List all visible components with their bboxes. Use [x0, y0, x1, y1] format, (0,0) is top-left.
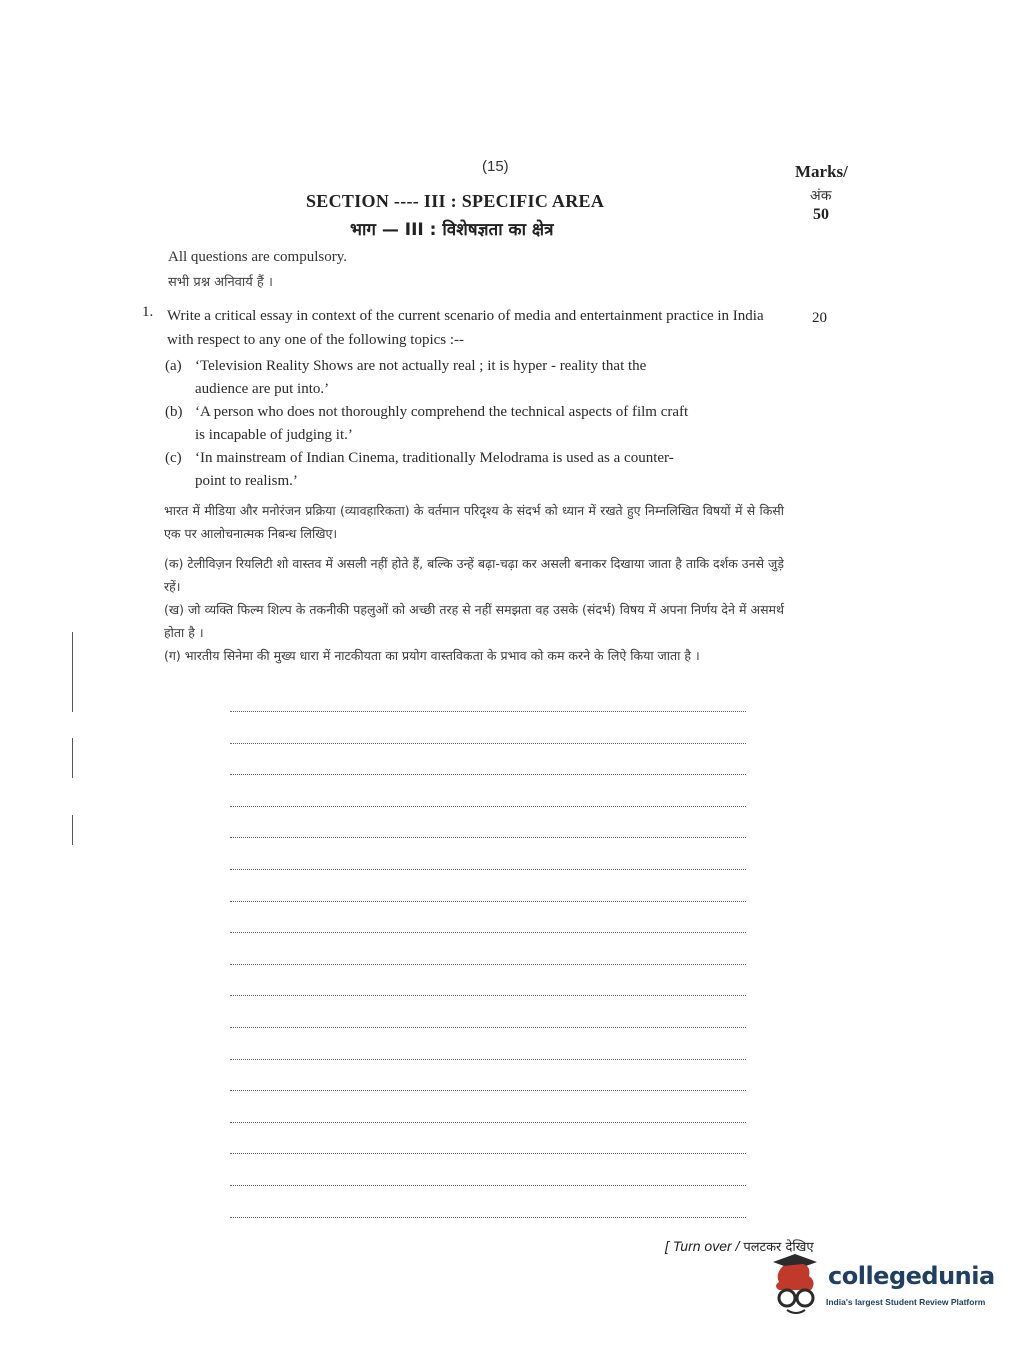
answer-line: [230, 806, 746, 807]
answer-line: [230, 995, 746, 996]
turn-over-hindi: पलटकर देखिए: [743, 1240, 814, 1255]
section-title: SECTION ---- III : SPECIFIC AREA: [306, 191, 605, 211]
marks-total: 50: [813, 206, 829, 223]
question-text-hindi: भारत में मीडिया और मनोरंजन प्रक्रिया (व्यावहारिकता) के वर्तमान परिदृश्य के संदर्भ को ध्यान में रखते हुए निम्नलिखित विषयों में से किसी एक पर आलोचनात्मक निबन्ध लिखिए।: [164, 503, 784, 541]
option-text-cont: point to realism.’: [195, 473, 298, 489]
option-text: ‘A person who does not thoroughly comprehend the technical aspects of film craft: [195, 404, 689, 420]
answer-line: [230, 1090, 746, 1091]
option-hindi-ka: (क) टेलीविज़न रियलिटी शो वास्तव में असली नहीं होते हैं, बल्कि उन्हें बढ़ा-चढ़ा कर असली बनाकर दिखाया जाता है ताकि दर्शक उनसे जुड़े रहें।: [164, 556, 784, 594]
collegedunia-logo-icon: [765, 1252, 825, 1326]
question-marks: 20: [812, 310, 827, 326]
instruction-english: All questions are compulsory.: [168, 249, 347, 265]
answer-line: [230, 1185, 746, 1186]
option-text: ‘Television Reality Shows are not actually real ; it is hyper - reality that the: [195, 358, 647, 374]
option-hindi-ga: (ग) भारतीय सिनेमा की मुख्य धारा में नाटकीयता का प्रयोग वास्तविकता के प्रभाव को कम करने के लिऐ किया जाता है ।: [164, 648, 700, 663]
answer-line: [230, 1122, 746, 1123]
collegedunia-brand: collegedunia: [828, 1262, 995, 1290]
marks-label: Marks/: [795, 162, 848, 181]
option-label: (c): [165, 450, 182, 466]
answer-line: [230, 901, 746, 902]
margin-mark: [72, 815, 73, 845]
answer-line: [230, 837, 746, 838]
question-text: Write a critical essay in context of the current scenario of media and entertainment practice in India with respect to any one of the following topics :--: [167, 308, 764, 348]
option-label: (a): [165, 358, 182, 374]
option-text: ‘In mainstream of Indian Cinema, traditionally Melodrama is used as a counter-: [195, 450, 674, 466]
instruction-hindi: सभी प्रश्न अनिवार्य हैं ।: [168, 275, 273, 290]
option-text-cont: is incapable of judging it.’: [195, 427, 353, 443]
answer-line: [230, 743, 746, 744]
answer-line: [230, 774, 746, 775]
option-a: [165, 355, 785, 401]
option-label: (b): [165, 404, 183, 420]
section-title-hindi: भाग — III : विशेषज्ञता का क्षेत्र: [350, 220, 554, 240]
answer-line: [230, 932, 746, 933]
margin-mark: [72, 738, 73, 778]
option-hindi-kha: (ख) जो व्यक्ति फिल्म शिल्प के तकनीकी पहलुओं को अच्छी तरह से नहीं समझता वह उसके (संदर्भ) विषय में अपना निर्णय देने में असमर्थ होता है ।: [164, 602, 784, 640]
answer-line: [230, 964, 746, 965]
page-number: (15): [482, 158, 509, 175]
collegedunia-tagline: India's largest Student Review Platform: [826, 1297, 986, 1307]
answer-line: [230, 1217, 746, 1218]
margin-mark: [72, 632, 73, 712]
answer-line: [230, 869, 746, 870]
marks-label-hindi: अंक: [810, 188, 832, 204]
answer-line: [230, 1153, 746, 1154]
answer-line: [230, 711, 746, 712]
option-c: [165, 447, 785, 493]
option-b: [165, 401, 785, 447]
answer-line: [230, 1027, 746, 1028]
question-number: 1.: [142, 304, 154, 320]
turn-over-text: [ Turn over /: [665, 1238, 740, 1254]
answer-line: [230, 1059, 746, 1060]
option-text-cont: audience are put into.’: [195, 381, 330, 397]
